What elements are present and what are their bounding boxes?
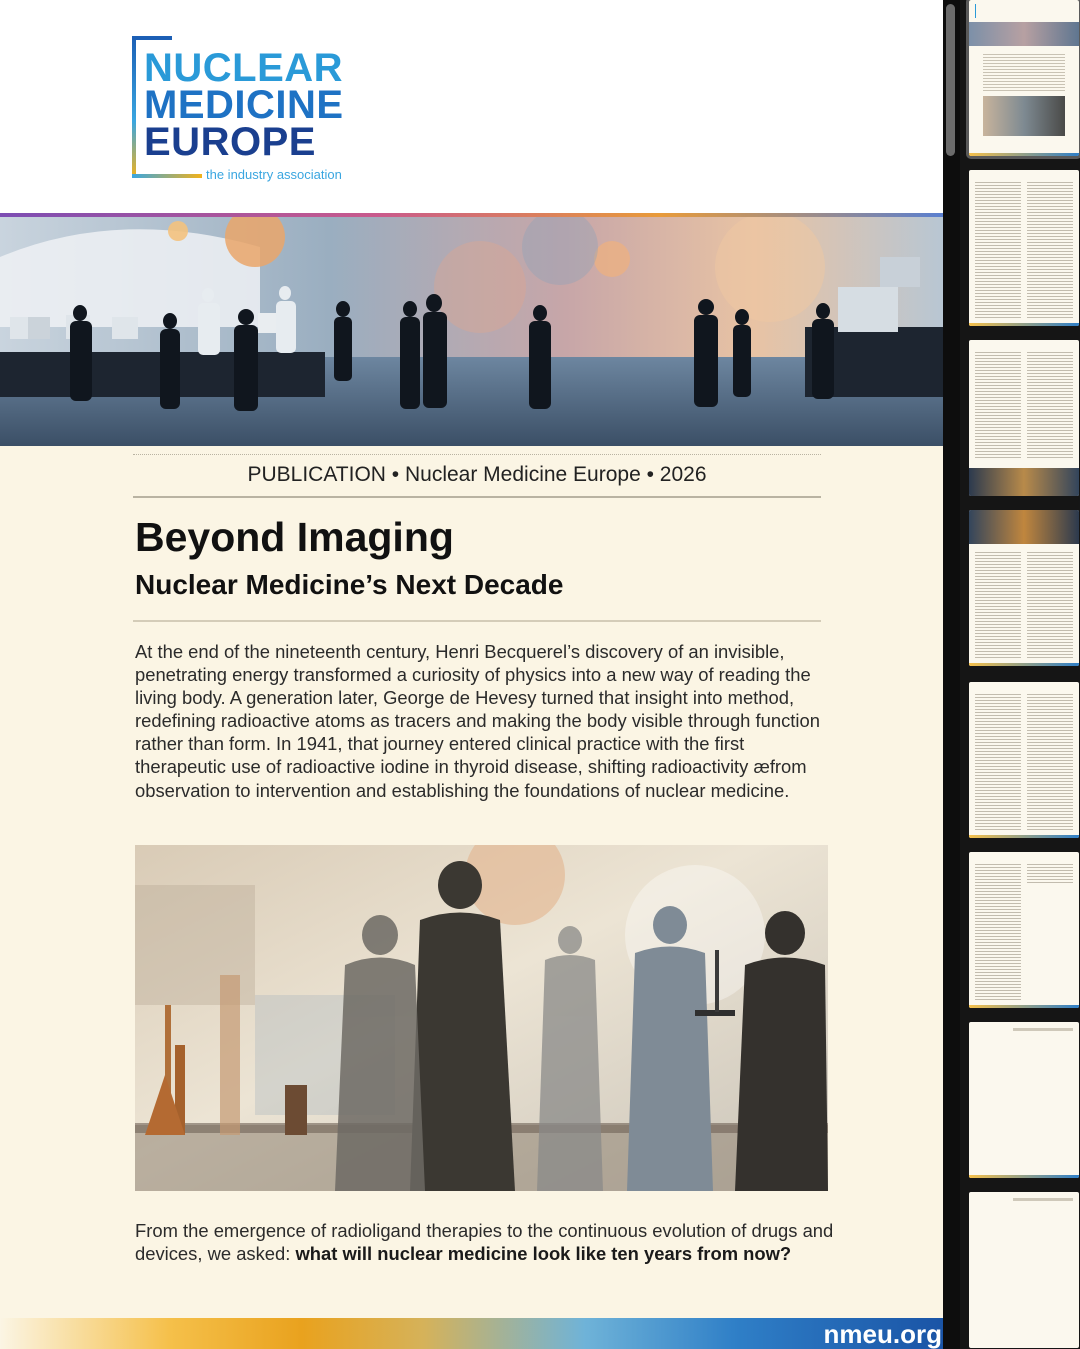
publication-line: PUBLICATION • Nuclear Medicine Europe • 2026 [247,463,707,486]
thumbnail-text-block [983,52,1065,92]
closing-paragraph [135,1219,835,1265]
thumbnail-image [983,96,1065,136]
logo-bracket-top [132,36,172,40]
footer-gradient-bar [0,1318,943,1349]
footer-site-link[interactable]: nmeu.org [823,1319,942,1349]
logo-bracket-bottom [132,174,202,178]
closing-lead-text: From the emergence of radioligand therapies to the continuous evolution of drugs and devices, we asked: [135,1220,834,1265]
page-thumbnail-8[interactable] [969,1192,1079,1348]
page-thumbnail-2[interactable] [969,170,1079,326]
page-title: Beyond Imaging [135,514,454,560]
page-thumbnail-7[interactable] [969,1022,1079,1178]
page-thumbnail-1[interactable] [969,0,1079,156]
thumbnail-banner [969,22,1079,46]
page-thumbnail-5[interactable] [969,682,1079,838]
scientists-collage-illustration [135,845,828,1191]
closing-question: what will nuclear medicine look like ten years from now? [295,1243,792,1265]
nmeu-logo [132,36,357,186]
laboratory-banner-illustration [0,217,943,446]
page-thumbnail-3[interactable] [969,340,1079,496]
intro-paragraph: At the end of the nineteenth century, Henri Becquerel’s discovery of an invisible, penetrating energy transformed a curiosity of physics into a new way of reading the living body. A generation later, George de Hevesy turned that insight into method, redefining radioactive atoms as tracers and making the body visible through function rather than form. In 1941, that journey entered clinical practice with the first therapeutic use of radioactive iodine in thyroid disease, shifting radioactivity æfrom observation to intervention and establishing the foundations of nuclear medicine. [135,641,820,801]
logo-bracket-vertical [132,36,136,178]
scrollbar-thumb[interactable] [946,4,955,156]
logo-word-medicine: MEDICINE [144,83,344,127]
thumbnail-logo [975,4,998,18]
page-subtitle: Nuclear Medicine’s Next Decade [135,569,564,600]
publication-line-frame [133,454,821,498]
title-divider [133,620,821,622]
page-thumbnail-4[interactable] [969,510,1079,666]
page-thumbnail-6[interactable] [969,852,1079,1008]
logo-tagline: the industry association [206,167,342,182]
logo-word-nuclear: NUCLEAR [144,46,344,90]
logo-word-europe: EUROPE [144,120,316,164]
page-thumbnails-sidebar [960,0,1080,1349]
scrollbar-track[interactable] [943,0,960,1349]
